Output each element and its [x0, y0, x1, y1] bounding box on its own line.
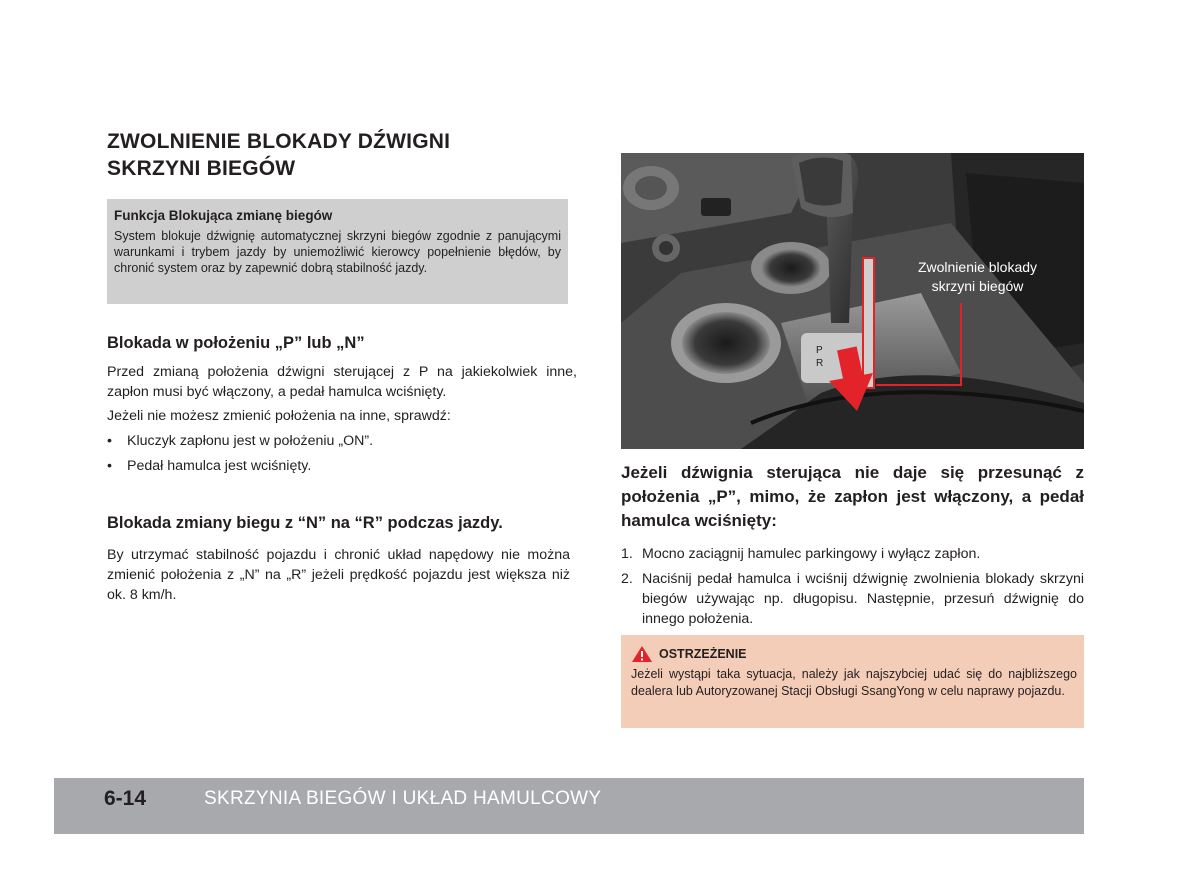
bullet-item: [107, 431, 577, 451]
bullet-text: Pedał hamulca jest wciśnięty.: [127, 458, 312, 474]
page-title-line1: ZWOLNIENIE BLOKADY DŹWIGNI: [107, 130, 451, 153]
footer-section-title: SKRZYNIA BIEGÓW I UKŁAD HAMULCOWY: [204, 788, 602, 809]
step-item: [621, 569, 1084, 629]
svg-text:P: P: [816, 345, 823, 356]
info-box-title: Funkcja Blokująca zmianę biegów: [114, 208, 333, 223]
photo-callout: [905, 258, 1050, 296]
step-number: 2.: [621, 571, 633, 587]
gear-lever-illustration: [621, 153, 1084, 449]
warning-box: [621, 635, 1084, 728]
step-text: Naciśnij pedał hamulca i wciśnij dźwignię zwolnienia blokady skrzyni biegów używając np. długopisu. Następnie, przesuń dźwignię do innego położenia.: [642, 571, 1084, 627]
gear-lever-photo: [621, 153, 1084, 449]
info-box: [107, 199, 568, 304]
svg-text:R: R: [816, 358, 824, 369]
warning-triangle-icon: [631, 645, 653, 663]
footer-bar: [54, 778, 1084, 834]
warning-header: [631, 645, 1077, 663]
section-pn-para1: Przed zmianą położenia dźwigni sterującej z P na jakiekolwiek inne, zapłon musi być włączony, a pedał hamulca wciśnięty.: [107, 364, 577, 400]
photo-callout-line1: Zwolnienie blokady: [917, 259, 1038, 275]
section-pn-para2: Jeżeli nie możesz zmienić położenia na inne, sprawdź:: [107, 408, 451, 424]
warning-text: Jeżeli wystąpi taka sytuacja, należy jak najszybciej udać się do najbliższego dealera lub Autoryzowanej Stacji Obsługi SsangYong w celu naprawy pojazdu.: [631, 667, 1077, 698]
info-box-text: System blokuje dźwignię automatycznej skrzyni biegów zgodnie z panującymi warunkami i trybem jazdy by uniemożliwić kierowcy popełnienie błędów, by chronić system oraz by zapewnić dobrą stabilność jazdy.: [114, 229, 561, 275]
section-heading-pn: Blokada w położeniu „P” lub „N”: [107, 334, 365, 352]
page-title: [107, 128, 577, 182]
bullet-text: Kluczyk zapłonu jest w położeniu „ON”.: [127, 433, 374, 449]
page-title-line2: SKRZYNI BIEGÓW: [107, 157, 296, 180]
step-item: [621, 544, 1084, 564]
photo-callout-line2: skrzyni biegów: [931, 278, 1024, 294]
section-nr-para: By utrzymać stabilność pojazdu i chronić układ napędowy nie można zmienić położenia z „N” na „R” jeżeli prędkość pojazdu jest większa niż ok. 8 km/h.: [107, 547, 570, 603]
section-heading-nr: Blokada zmiany biegu z “N” na “R” podczas jazdy.: [107, 514, 503, 532]
step-number: 1.: [621, 546, 633, 562]
bullet-icon: •: [107, 458, 112, 474]
warning-title: OSTRZEŻENIE: [659, 647, 747, 661]
bullet-item: [107, 456, 577, 476]
right-heading: Jeżeli dźwignia sterująca nie daje się przesunąć z położenia „P”, mimo, że zapłon jest włączony, a pedał hamulca wciśnięty:: [621, 463, 1084, 530]
page-number: 6-14: [104, 787, 147, 810]
bullet-icon: •: [107, 433, 112, 449]
step-text: Mocno zaciągnij hamulec parkingowy i wyłącz zapłon.: [642, 546, 981, 562]
